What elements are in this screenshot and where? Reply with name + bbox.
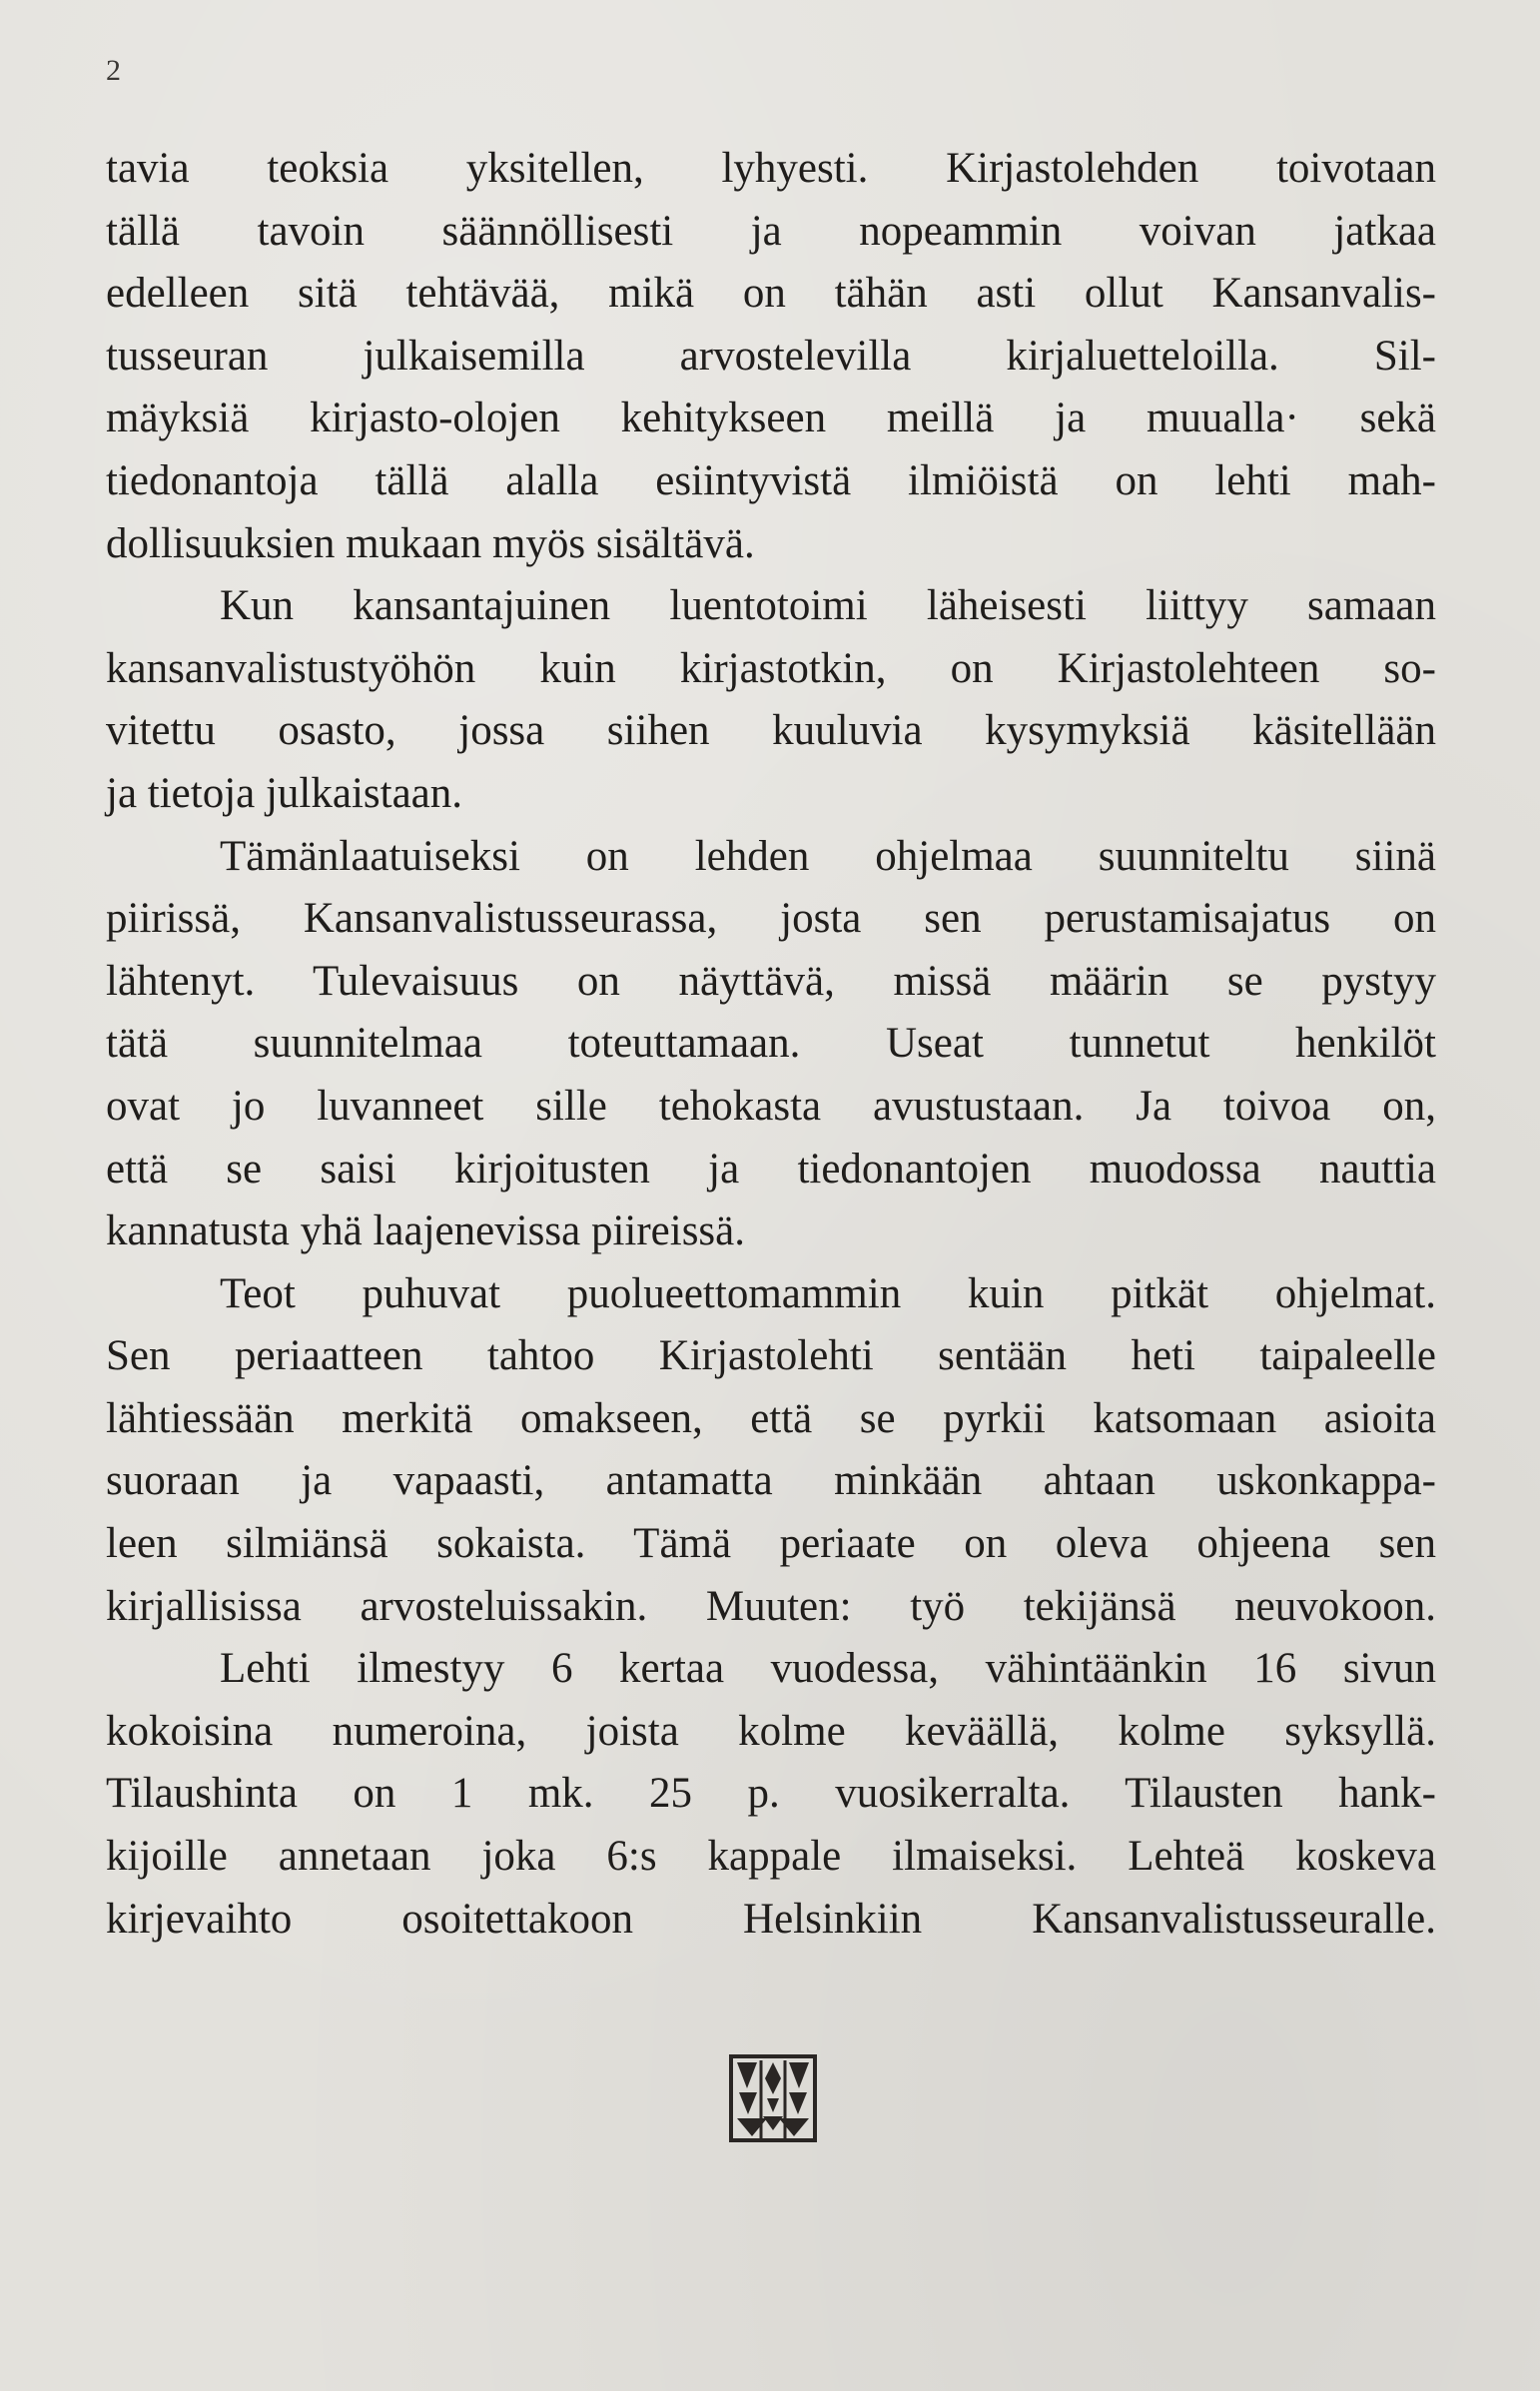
text-line: että se saisi kirjoitusten ja tiedonantojen muodossa nauttia: [106, 1145, 1436, 1193]
text-line: kokoisina numeroina, joista kolme keväällä, kolme syksyllä.: [106, 1707, 1436, 1755]
text-line: Teot puhuvat puolueettomammin kuin pitkät ohjelmat.: [220, 1269, 1436, 1317]
text-line: suoraan ja vapaasti, antamatta minkään ahtaan uskonkappa-: [106, 1457, 1436, 1505]
text-line: vitettu osasto, jossa siihen kuuluvia kysymyksiä käsitellään: [106, 707, 1436, 755]
ornamental-vignette-icon: [727, 2052, 819, 2144]
text-line: tätä suunnitelmaa toteuttamaan. Useat tunnetut henkilöt: [106, 1020, 1436, 1068]
text-line: tiedonantoja tällä alalla esiintyvistä ilmiöistä on lehti mah-: [106, 456, 1436, 504]
text-line: tavia teoksia yksitellen, lyhyesti. Kirjastolehden toivotaan: [106, 145, 1436, 192]
text-line: Lehti ilmestyy 6 kertaa vuodessa, vähintäänkin 16 sivun: [220, 1645, 1436, 1693]
text-line: leen silmiänsä sokaista. Tämä periaate on oleva ohjeena sen: [106, 1520, 1436, 1568]
text-line: kirjallisissa arvosteluissakin. Muuten: työ tekijänsä neuvokoon.: [106, 1582, 1436, 1630]
text-line: kirjevaihto osoitettakoon Helsinkiin Kansanvalistusseuralle.: [106, 1895, 1436, 1943]
text-line: edelleen sitä tehtävää, mikä on tähän asti ollut Kansanvalis-: [106, 270, 1436, 318]
text-line: Tilaushinta on 1 mk. 25 p. vuosikerralta. Tilausten hank-: [106, 1770, 1436, 1818]
text-line: piirissä, Kansanvalistusseurassa, josta sen perustamisajatus on: [106, 895, 1436, 943]
text-line: lähtiessään merkitä omakseen, että se pyrkii katsomaan asioita: [106, 1394, 1436, 1442]
text-line: kijoille annetaan joka 6:s kappale ilmaiseksi. Lehteä koskeva: [106, 1833, 1436, 1881]
text-line: tusseuran julkaisemilla arvostelevilla kirjaluetteloilla. Sil-: [106, 332, 1436, 380]
text-line: kannatusta yhä laajenevissa piireissä.: [106, 1207, 746, 1255]
text-line: ovat jo luvanneet sille tehokasta avustustaan. Ja toivoa on,: [106, 1082, 1436, 1130]
text-line: Kun kansantajuinen luentotoimi läheisesti liittyy samaan: [220, 582, 1436, 630]
page-number: 2: [106, 54, 121, 87]
text-line: dollisuuksien mukaan myös sisältävä.: [106, 519, 755, 567]
text-line: ja tietoja julkaistaan.: [106, 769, 463, 817]
text-line: Tämänlaatuiseksi on lehden ohjelmaa suunniteltu siinä: [220, 832, 1436, 880]
text-line: tällä tavoin säännöllisesti ja nopeammin voivan jatkaa: [106, 207, 1436, 255]
text-line: lähtenyt. Tulevaisuus on näyttävä, missä määrin se pystyy: [106, 957, 1436, 1005]
text-line: kansanvalistustyöhön kuin kirjastotkin, on Kirjastolehteen so-: [106, 644, 1436, 692]
text-line: Sen periaatteen tahtoo Kirjastolehti sentään heti taipaleelle: [106, 1332, 1436, 1380]
text-line: mäyksiä kirjasto-olojen kehitykseen meillä ja muualla· sekä: [106, 395, 1436, 442]
body-text: [106, 138, 1436, 1951]
